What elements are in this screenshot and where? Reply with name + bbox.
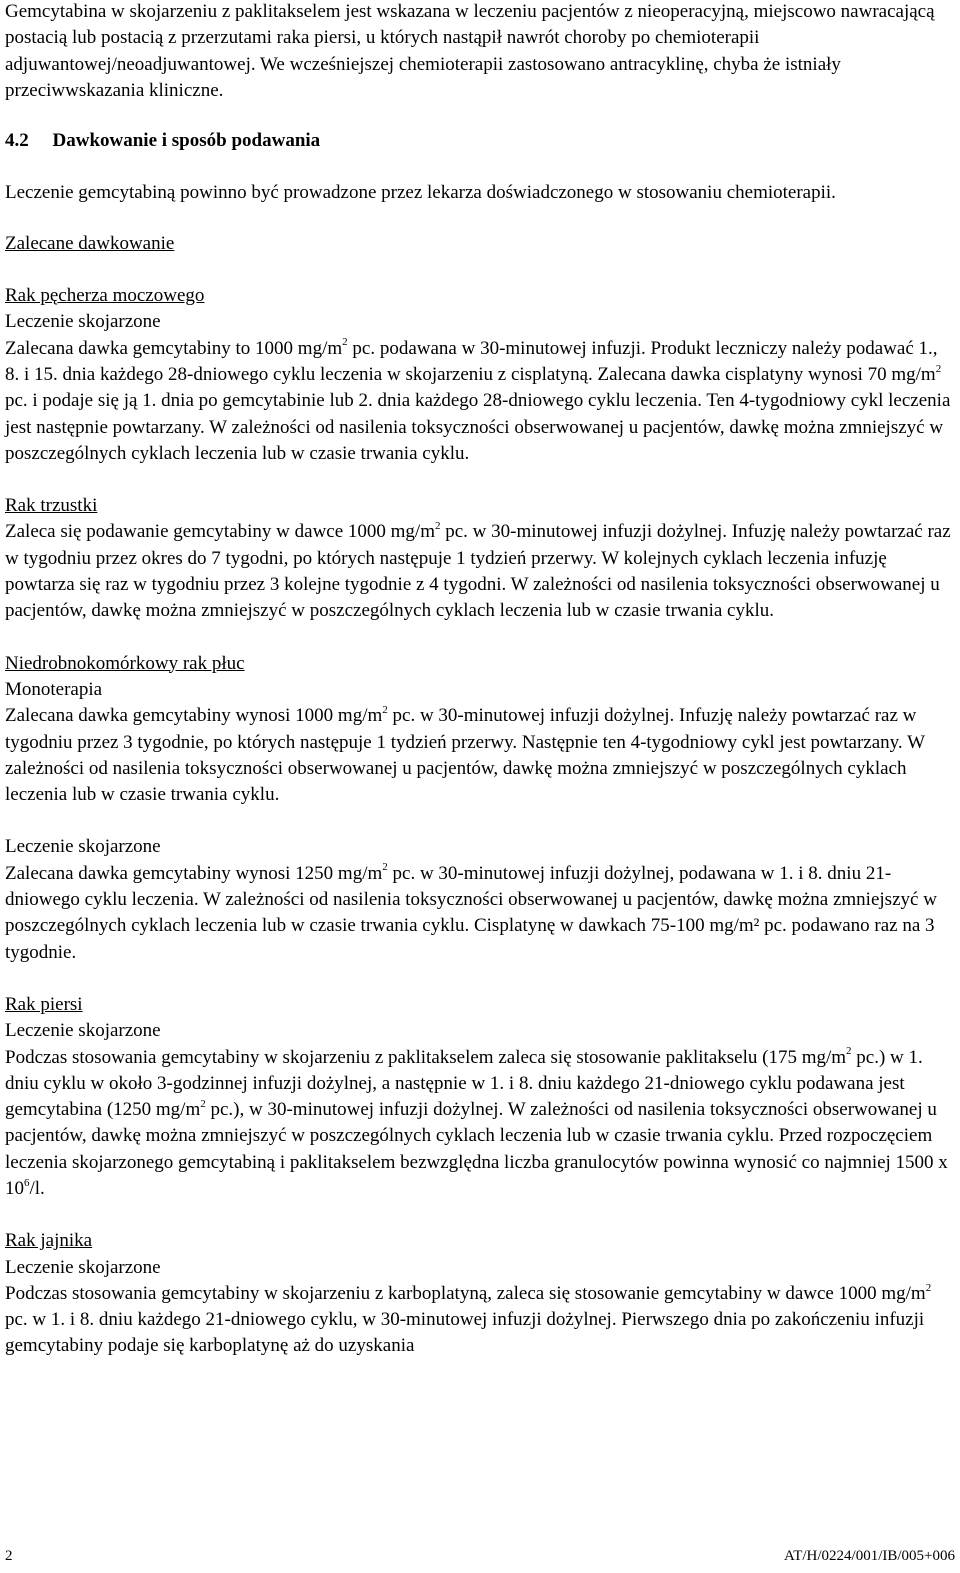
breast-subheading: Leczenie skojarzone	[5, 1020, 161, 1042]
bladder-text-1: Zalecana dawka gemcytabiny to 1000 mg/m	[5, 337, 343, 359]
lung-combination-paragraph	[5, 861, 955, 966]
ovary-sup-1: 2	[925, 1281, 932, 1294]
lung-mono-sup: 2	[382, 703, 388, 716]
breast-sup-1: 2	[846, 1045, 852, 1058]
intro-paragraph: Gemcytabina w skojarzeniu z paklitakselem jest wskazana w leczeniu pacjentów z nieoperacyjną, miejscowo nawracającą postacią lub postacią z przerzutami raka piersi, u których nastąpił nawrót choroby po chemioterapii adjuwantowej/neoadjuwantowej. We wcześniejszej chemioterapii zastosowano antracyklinę, chyba że istniały przeciwwskazania kliniczne.	[5, 1, 935, 101]
pancreas-paragraph	[5, 519, 955, 624]
ovary-text-1: Podczas stosowania gemcytabiny w skojarzeniu z karboplatyną, zaleca się stosowanie gemcytabiny w dawce 1000 mg/m	[5, 1282, 926, 1304]
breast-text-4: /l.	[29, 1177, 45, 1199]
lung-heading: Niedrobnokomórkowy rak płuc	[5, 652, 245, 674]
ovary-heading: Rak jajnika	[5, 1230, 93, 1252]
pancreas-text-1: Zaleca się podawanie gemcytabiny w dawce 1000 mg/m	[5, 521, 435, 543]
breast-text-3: pc.), w 30-minutowej infuzji dożylnej. W zależności od nasilenia toksyczności obserwowanej u pacjentów, dawkę można zmniejszyć w poszczególnych cyklach leczenia lub w czasie trwania cyklu. Przed rozpoczęciem leczenia skojarzonego gemcytabiną i paklitakselem bezwzględna liczba granulocytów powinna wynosić co najmniej 1500 x 10	[5, 1099, 948, 1199]
breast-paragraph	[5, 1045, 955, 1203]
pancreas-text-2: pc. w 30-minutowej infuzji dożylnej. Infuzję należy powtarzać raz w tygodniu przez okres do 7 tygodni, po których następuje 1 tydzień przerwy. W kolejnych cyklach leczenia infuzję powtarza się raz w tygodniu przez 3 kolejne tygodnie z 4 tygodni. W zależności od nasilenia toksyczności obserwowanej u pacjentów, dawkę można zmniejszyć w poszczególnych cyklach leczenia lub w czasie trwania cyklu.	[5, 521, 951, 622]
section-heading	[5, 128, 955, 154]
lung-mono-text-2: pc. w 30-minutowej infuzji dożylnej. Infuzję należy powtarzać raz w tygodniu przez 3 tygodnie, po których następuje 1 tydzień przerwy. Następnie ten 4-tygodniowy cykl jest powtarzany. W zależności od nasilenia toksyczności obserwowanej u pacjentów, dawkę można zmniejszyć w poszczególnych cyklach leczenia lub w czasie trwania cyklu.	[5, 705, 925, 806]
lung-mono-text-1: Zalecana dawka gemcytabiny wynosi 1000 mg/m	[5, 705, 383, 727]
breast-sup-3: 6	[24, 1176, 30, 1189]
bladder-paragraph	[5, 336, 955, 467]
ovary-subheading: Leczenie skojarzone	[5, 1256, 161, 1278]
bladder-sup-1: 2	[342, 336, 348, 349]
pancreas-sup-1: 2	[435, 520, 441, 533]
section-title: Dawkowanie i sposób podawania	[52, 130, 321, 152]
lung-combo-text-2: pc. w 30-minutowej infuzji dożylnej, podawana w 1. i 8. dniu 21-dniowego cyklu leczenia. W zależności od nasilenia toksyczności obserwowanej u pacjentów, dawkę można zmniejszyć w poszczególnych cyklach leczenia lub w czasie trwania cyklu. Cisplatynę w dawkach 75-100 mg/m² pc. podawano raz na 3 tygodnie.	[5, 862, 937, 963]
lung-monotherapy-paragraph	[5, 703, 955, 808]
pancreas-heading: Rak trzustki	[5, 495, 98, 517]
lung-combo-sup: 2	[382, 861, 388, 874]
bladder-text-2: pc. podawana w 30-minutowej infuzji. Produkt leczniczy należy podawać 1., 8. i 15. dnia każdego 28-dniowego cyklu leczenia w skojarzeniu z cisplatyną. Zalecana dawka cisplatyny wynosi 70 mg/m	[5, 337, 938, 385]
breast-heading: Rak piersi	[5, 993, 83, 1015]
lung-combination-heading: Leczenie skojarzone	[5, 836, 161, 858]
page-number: 2	[5, 1548, 13, 1564]
section-number: 4.2	[5, 130, 29, 152]
breast-text-1: Podczas stosowania gemcytabiny w skojarzeniu z paklitakselem zaleca się stosowanie paklitakselu (175 mg/m	[5, 1046, 847, 1068]
breast-sup-2: 2	[200, 1097, 206, 1110]
ovary-text-2: pc. w 1. i 8. dniu każdego 21-dniowego cyklu, w 30-minutowej infuzji dożylnej. Pierwszego dnia po zakończeniu infuzji gemcytabiny podaje się karboplatynę aż do uzyskania	[5, 1309, 925, 1357]
breast-text-2: pc.) w 1. dniu cyklu w około 3-godzinnej infuzji dożylnej, a następnie w 1. i 8. dniu każdego 21-dniowego cyklu podawana jest gemcytabina (1250 mg/m	[5, 1046, 923, 1121]
document-reference: AT/H/0224/001/IB/005+006	[784, 1548, 955, 1564]
section-lead: Leczenie gemcytabiną powinno być prowadzone przez lekarza doświadczonego w stosowaniu chemioterapii.	[5, 182, 836, 204]
bladder-subheading: Leczenie skojarzone	[5, 311, 161, 333]
lung-combo-text-1: Zalecana dawka gemcytabiny wynosi 1250 mg/m	[5, 862, 383, 884]
document-page	[5, 0, 955, 1360]
lung-monotherapy-heading: Monoterapia	[5, 678, 103, 700]
bladder-text-3: pc. i podaje się ją 1. dnia po gemcytabinie lub 2. dnia każdego 28-dniowego cyklu leczenia. Ten 4-tygodniowy cykl leczenia jest następnie powtarzany. W zależności od nasilenia toksyczności obserwowanej u pacjentów, dawkę można zmniejszyć w poszczególnych cyklach leczenia lub w czasie trwania cyklu.	[5, 390, 951, 464]
recommended-dosage-heading: Zalecane dawkowanie	[5, 232, 175, 254]
bladder-sup-2: 2	[935, 362, 942, 375]
ovary-paragraph	[5, 1281, 955, 1360]
bladder-heading: Rak pęcherza moczowego	[5, 285, 205, 307]
